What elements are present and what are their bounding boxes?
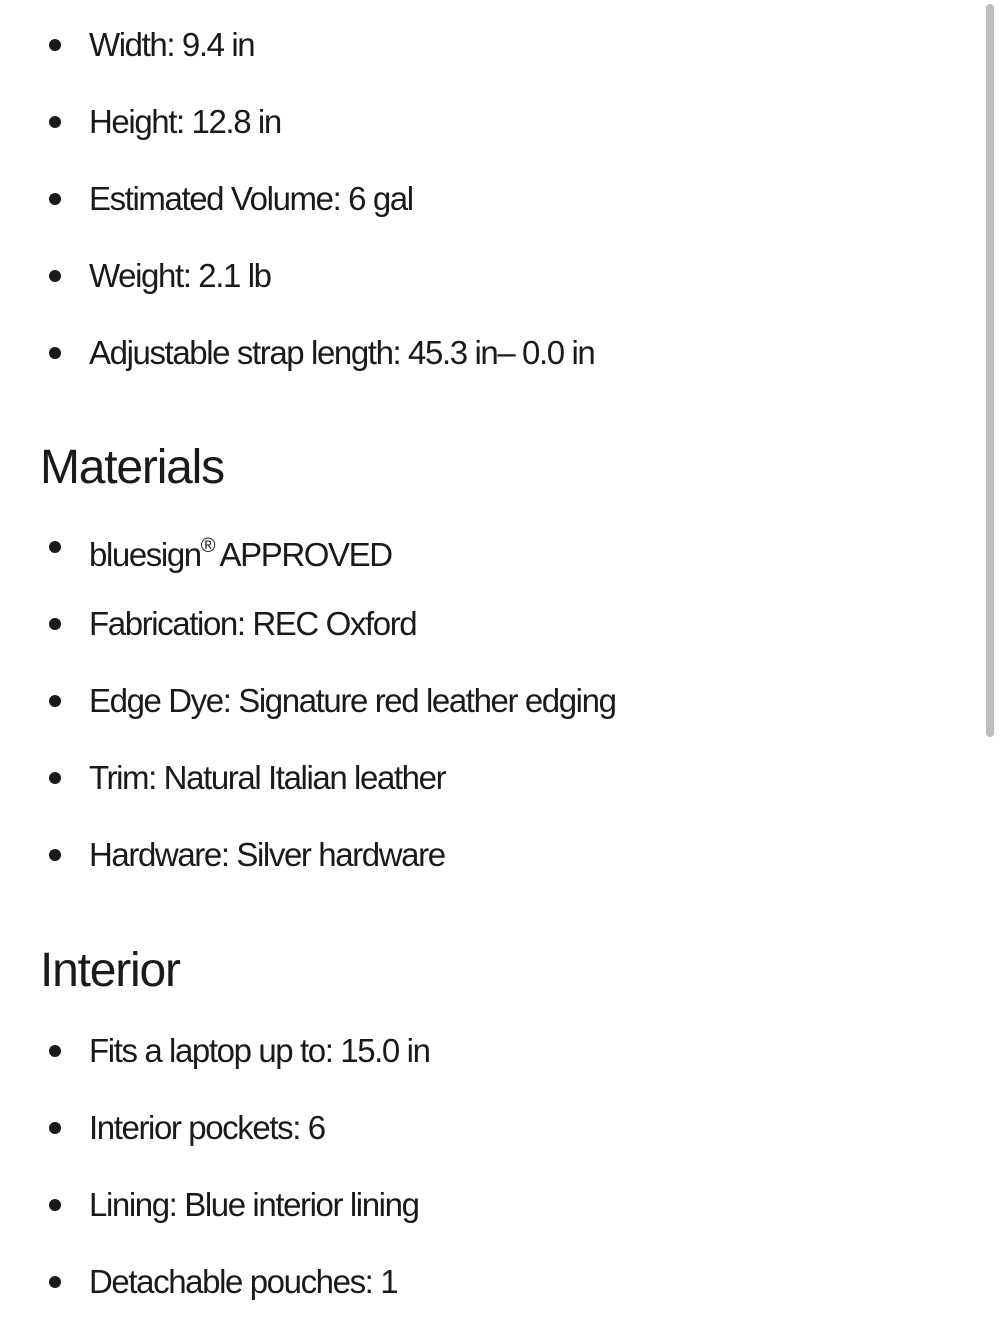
list-item	[0, 1012, 430, 1089]
spec-width: Width: 9.4 in	[89, 26, 255, 63]
list-item	[0, 585, 616, 662]
spec-height: Height: 12.8 in	[89, 103, 281, 140]
list-item	[0, 314, 594, 391]
bullet-icon	[49, 618, 61, 630]
bullet-icon	[49, 347, 61, 359]
bullet-icon	[49, 39, 61, 51]
bullet-icon	[49, 270, 61, 282]
bullet-icon	[49, 772, 61, 784]
list-item	[0, 237, 594, 314]
list-item	[0, 83, 594, 160]
bullet-icon	[49, 695, 61, 707]
list-item	[0, 1243, 430, 1320]
spec-laptop-fit: Fits a laptop up to: 15.0 in	[89, 1032, 430, 1069]
bullet-icon	[49, 193, 61, 205]
spec-detachable-pouches: Detachable pouches: 1	[89, 1263, 398, 1300]
list-item	[0, 160, 594, 237]
spec-weight: Weight: 2.1 lb	[89, 257, 271, 294]
spec-volume: Estimated Volume: 6 gal	[89, 180, 413, 217]
bullet-icon	[49, 849, 61, 861]
bullet-icon	[49, 1045, 61, 1057]
bluesign-prefix: bluesign	[89, 536, 201, 573]
registered-mark: ®	[200, 535, 216, 557]
list-item	[0, 508, 616, 585]
interior-heading: Interior	[40, 944, 180, 997]
bullet-icon	[49, 541, 61, 553]
list-item	[0, 6, 594, 83]
materials-heading: Materials	[40, 441, 224, 494]
bullet-icon	[49, 116, 61, 128]
bullet-icon	[49, 1122, 61, 1134]
scrollbar-thumb[interactable]	[986, 4, 994, 737]
spec-trim: Trim: Natural Italian leather	[89, 759, 446, 796]
bullet-icon	[49, 1276, 61, 1288]
list-item	[0, 662, 616, 739]
spec-lining: Lining: Blue interior lining	[89, 1186, 419, 1223]
list-item	[0, 1089, 430, 1166]
interior-list	[0, 1012, 430, 1320]
list-item	[0, 816, 616, 893]
spec-hardware: Hardware: Silver hardware	[89, 836, 445, 873]
bluesign-suffix: APPROVED	[219, 536, 392, 573]
list-item	[0, 739, 616, 816]
bullet-icon	[49, 1199, 61, 1211]
spec-edge-dye: Edge Dye: Signature red leather edging	[89, 682, 616, 719]
spec-interior-pockets: Interior pockets: 6	[89, 1109, 325, 1146]
list-item	[0, 1166, 430, 1243]
spec-strap-length: Adjustable strap length: 45.3 in– 0.0 in	[89, 334, 595, 371]
vertical-scrollbar[interactable]	[986, 0, 994, 1333]
spec-fabrication: Fabrication: REC Oxford	[89, 605, 417, 642]
materials-list	[0, 508, 616, 893]
dimensions-list	[0, 6, 594, 391]
